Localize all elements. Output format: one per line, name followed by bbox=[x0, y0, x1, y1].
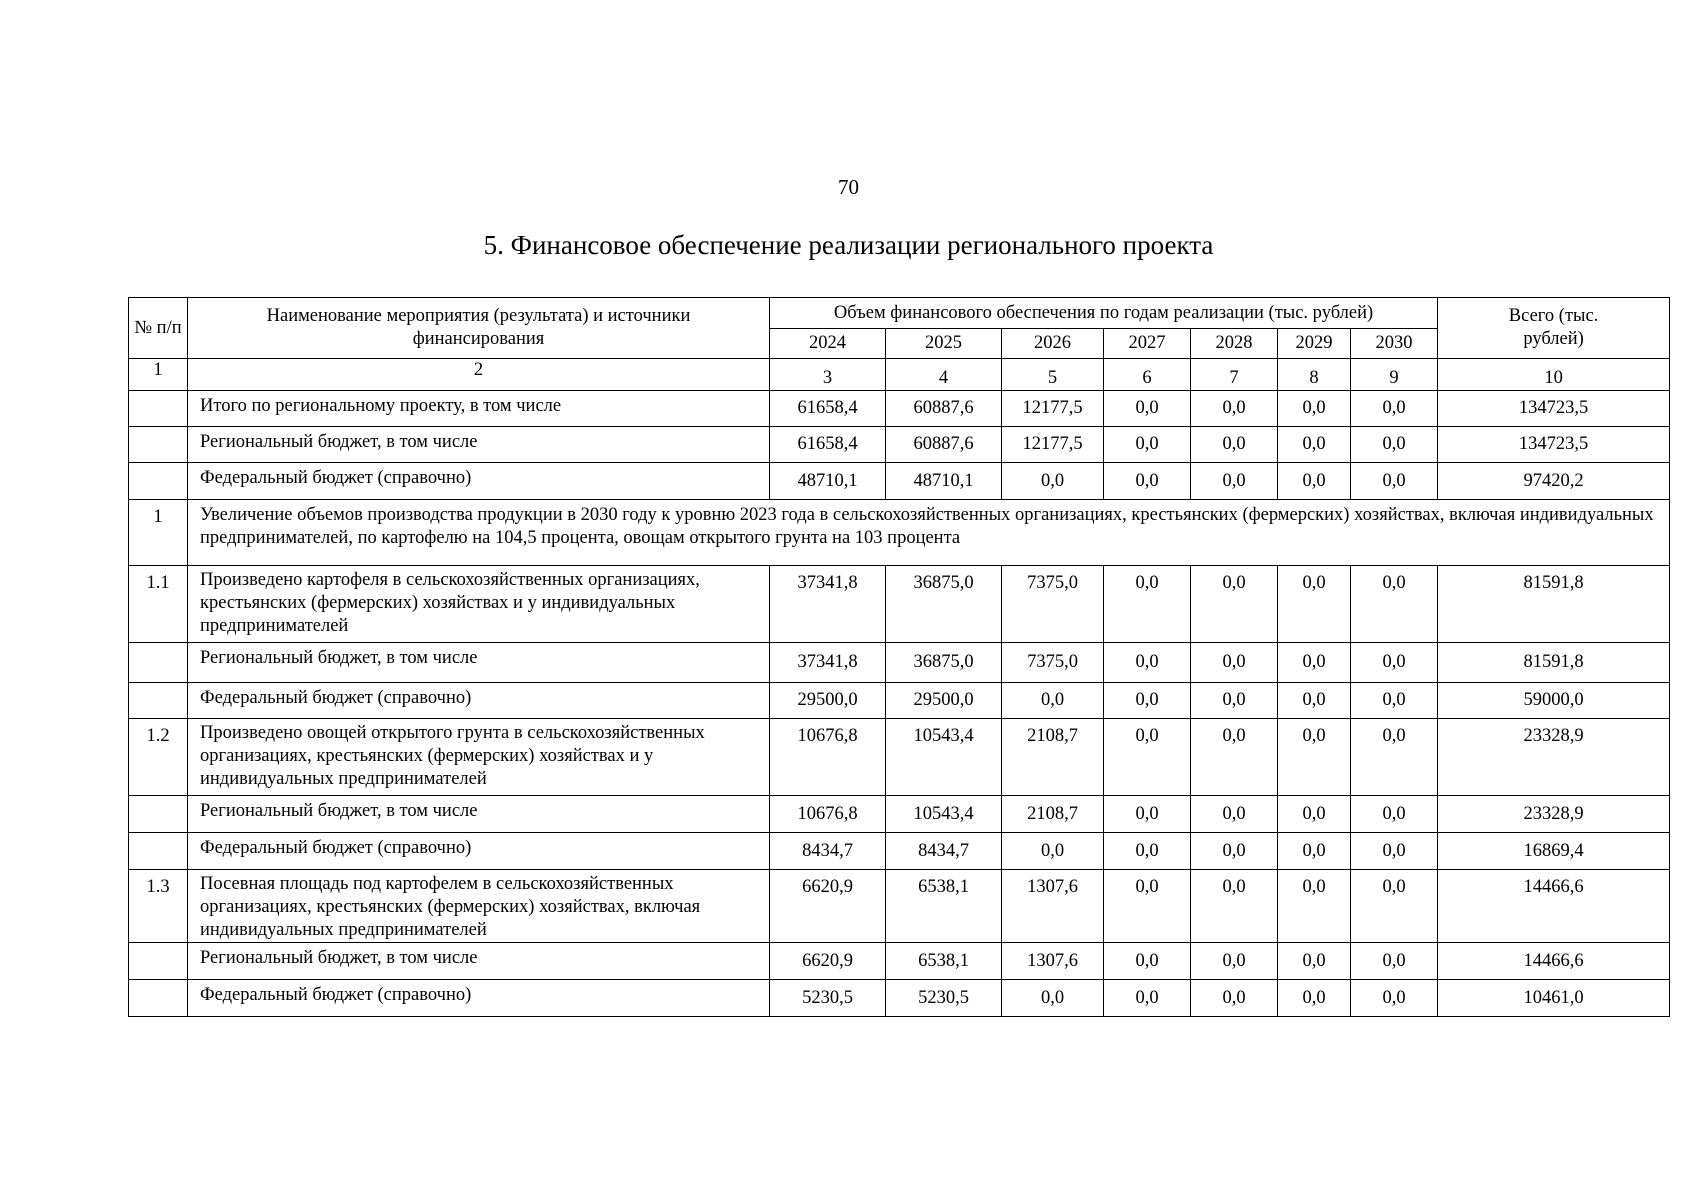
value-cell: 7375,0 bbox=[1002, 566, 1104, 643]
column-number: 9 bbox=[1351, 359, 1438, 391]
header-num: № п/п bbox=[129, 298, 188, 359]
value-cell: 5230,5 bbox=[886, 980, 1002, 1017]
total-cell: 14466,6 bbox=[1438, 943, 1670, 980]
value-cell: 0,0 bbox=[1278, 566, 1351, 643]
value-cell: 36875,0 bbox=[886, 566, 1002, 643]
value-cell: 0,0 bbox=[1351, 427, 1438, 463]
row-number: 1.1 bbox=[129, 566, 188, 643]
value-cell: 36875,0 bbox=[886, 643, 1002, 683]
value-cell: 0,0 bbox=[1104, 566, 1191, 643]
value-cell: 1307,6 bbox=[1002, 870, 1104, 943]
row-name: Произведено овощей открытого грунта в сельскохозяйственных организациях, крестьянских (фермерских) хозяйствах и у индивидуальных предпринимателей bbox=[188, 719, 770, 796]
row-number bbox=[129, 980, 188, 1017]
value-cell: 2108,7 bbox=[1002, 796, 1104, 833]
total-cell: 134723,5 bbox=[1438, 391, 1670, 427]
value-cell: 0,0 bbox=[1104, 643, 1191, 683]
value-cell: 0,0 bbox=[1351, 463, 1438, 500]
value-cell: 6620,9 bbox=[770, 943, 886, 980]
row-name: Федеральный бюджет (справочно) bbox=[188, 980, 770, 1017]
total-cell: 23328,9 bbox=[1438, 796, 1670, 833]
row-number bbox=[129, 833, 188, 870]
row-name: Региональный бюджет, в том числе bbox=[188, 796, 770, 833]
header-year: 2025 bbox=[886, 329, 1002, 359]
row-number bbox=[129, 796, 188, 833]
value-cell: 0,0 bbox=[1104, 833, 1191, 870]
value-cell: 1307,6 bbox=[1002, 943, 1104, 980]
value-cell: 0,0 bbox=[1278, 796, 1351, 833]
row-name: Произведено картофеля в сельскохозяйственных организациях, крестьянских (фермерских) хозяйствах и у индивидуальных предпринимателей bbox=[188, 566, 770, 643]
value-cell: 60887,6 bbox=[886, 391, 1002, 427]
value-cell: 10676,8 bbox=[770, 719, 886, 796]
value-cell: 0,0 bbox=[1191, 643, 1278, 683]
value-cell: 0,0 bbox=[1191, 943, 1278, 980]
value-cell: 48710,1 bbox=[886, 463, 1002, 500]
value-cell: 0,0 bbox=[1278, 833, 1351, 870]
value-cell: 0,0 bbox=[1104, 980, 1191, 1017]
value-cell: 0,0 bbox=[1191, 566, 1278, 643]
value-cell: 0,0 bbox=[1104, 796, 1191, 833]
header-total: Всего (тыс. рублей) bbox=[1438, 298, 1670, 359]
row-number bbox=[129, 683, 188, 719]
value-cell: 48710,1 bbox=[770, 463, 886, 500]
column-number: 6 bbox=[1104, 359, 1191, 391]
value-cell: 0,0 bbox=[1191, 719, 1278, 796]
value-cell: 60887,6 bbox=[886, 427, 1002, 463]
page-title: 5. Финансовое обеспечение реализации регионального проекта bbox=[483, 230, 1214, 260]
row-name: Региональный бюджет, в том числе bbox=[188, 427, 770, 463]
column-number: 5 bbox=[1002, 359, 1104, 391]
value-cell: 0,0 bbox=[1278, 980, 1351, 1017]
value-cell: 7375,0 bbox=[1002, 643, 1104, 683]
value-cell: 29500,0 bbox=[886, 683, 1002, 719]
value-cell: 61658,4 bbox=[770, 427, 886, 463]
value-cell: 37341,8 bbox=[770, 643, 886, 683]
total-cell: 81591,8 bbox=[1438, 566, 1670, 643]
header-year: 2029 bbox=[1278, 329, 1351, 359]
value-cell: 0,0 bbox=[1104, 683, 1191, 719]
value-cell: 0,0 bbox=[1191, 463, 1278, 500]
total-cell: 81591,8 bbox=[1438, 643, 1670, 683]
table-row bbox=[129, 719, 1670, 796]
financing-table bbox=[128, 297, 1670, 1017]
value-cell: 0,0 bbox=[1191, 427, 1278, 463]
value-cell: 0,0 bbox=[1002, 833, 1104, 870]
column-number: 7 bbox=[1191, 359, 1278, 391]
value-cell: 0,0 bbox=[1278, 463, 1351, 500]
table-row bbox=[129, 943, 1670, 980]
value-cell: 0,0 bbox=[1351, 870, 1438, 943]
row-name: Посевная площадь под картофелем в сельскохозяйственных организациях, крестьянских (фермерских) хозяйствах, включая индивидуальных предпринимателей bbox=[188, 870, 770, 943]
row-name: Региональный бюджет, в том числе bbox=[188, 643, 770, 683]
total-cell: 134723,5 bbox=[1438, 427, 1670, 463]
value-cell: 6538,1 bbox=[886, 870, 1002, 943]
value-cell: 0,0 bbox=[1278, 870, 1351, 943]
value-cell: 10676,8 bbox=[770, 796, 886, 833]
section-title: Увеличение объемов производства продукции в 2030 году к уровню 2023 года в сельскохозяйственных организациях, крестьянских (фермерских) хозяйствах, включая индивидуальных предпринимателей, по картофелю на 104,5 процента, овощам открытого грунта на 103 процента bbox=[188, 500, 1670, 566]
table-row bbox=[129, 391, 1670, 427]
value-cell: 0,0 bbox=[1191, 870, 1278, 943]
value-cell: 12177,5 bbox=[1002, 427, 1104, 463]
value-cell: 0,0 bbox=[1191, 683, 1278, 719]
value-cell: 0,0 bbox=[1002, 980, 1104, 1017]
row-name: Региональный бюджет, в том числе bbox=[188, 943, 770, 980]
value-cell: 0,0 bbox=[1191, 980, 1278, 1017]
row-number bbox=[129, 427, 188, 463]
page-number: 70 bbox=[838, 175, 859, 199]
value-cell: 0,0 bbox=[1278, 943, 1351, 980]
column-number: 10 bbox=[1438, 359, 1670, 391]
value-cell: 0,0 bbox=[1278, 427, 1351, 463]
column-number: 3 bbox=[770, 359, 886, 391]
row-number: 1.2 bbox=[129, 719, 188, 796]
table-row bbox=[129, 427, 1670, 463]
row-number: 1.3 bbox=[129, 870, 188, 943]
value-cell: 0,0 bbox=[1351, 391, 1438, 427]
header-year: 2030 bbox=[1351, 329, 1438, 359]
table-row bbox=[129, 643, 1670, 683]
value-cell: 0,0 bbox=[1351, 943, 1438, 980]
value-cell: 0,0 bbox=[1104, 719, 1191, 796]
table-row bbox=[129, 796, 1670, 833]
row-name: Федеральный бюджет (справочно) bbox=[188, 683, 770, 719]
value-cell: 0,0 bbox=[1191, 833, 1278, 870]
value-cell: 0,0 bbox=[1351, 683, 1438, 719]
total-cell: 97420,2 bbox=[1438, 463, 1670, 500]
header-volume: Объем финансового обеспечения по годам реализации (тыс. рублей) bbox=[770, 298, 1438, 329]
section-row bbox=[129, 500, 1670, 566]
value-cell: 6538,1 bbox=[886, 943, 1002, 980]
value-cell: 2108,7 bbox=[1002, 719, 1104, 796]
value-cell: 10543,4 bbox=[886, 719, 1002, 796]
header-year: 2024 bbox=[770, 329, 886, 359]
total-cell: 16869,4 bbox=[1438, 833, 1670, 870]
value-cell: 0,0 bbox=[1351, 796, 1438, 833]
value-cell: 0,0 bbox=[1351, 719, 1438, 796]
value-cell: 0,0 bbox=[1104, 463, 1191, 500]
value-cell: 0,0 bbox=[1351, 833, 1438, 870]
value-cell: 0,0 bbox=[1351, 980, 1438, 1017]
value-cell: 29500,0 bbox=[770, 683, 886, 719]
total-cell: 23328,9 bbox=[1438, 719, 1670, 796]
column-number: 8 bbox=[1278, 359, 1351, 391]
table-body bbox=[129, 391, 1670, 1017]
header-year: 2028 bbox=[1191, 329, 1278, 359]
value-cell: 0,0 bbox=[1191, 796, 1278, 833]
table-row bbox=[129, 870, 1670, 943]
value-cell: 0,0 bbox=[1104, 391, 1191, 427]
header-name: Наименование мероприятия (результата) и источники финансирования bbox=[188, 298, 770, 359]
value-cell: 6620,9 bbox=[770, 870, 886, 943]
column-number: 4 bbox=[886, 359, 1002, 391]
table-row bbox=[129, 566, 1670, 643]
table-row bbox=[129, 833, 1670, 870]
table-row bbox=[129, 980, 1670, 1017]
value-cell: 0,0 bbox=[1002, 683, 1104, 719]
row-number bbox=[129, 643, 188, 683]
value-cell: 0,0 bbox=[1278, 391, 1351, 427]
value-cell: 8434,7 bbox=[886, 833, 1002, 870]
value-cell: 0,0 bbox=[1278, 719, 1351, 796]
column-number: 1 bbox=[129, 359, 188, 391]
row-name: Итого по региональному проекту, в том числе bbox=[188, 391, 770, 427]
value-cell: 5230,5 bbox=[770, 980, 886, 1017]
column-number-row bbox=[129, 359, 1670, 391]
header-year: 2027 bbox=[1104, 329, 1191, 359]
table-row bbox=[129, 463, 1670, 500]
value-cell: 0,0 bbox=[1351, 643, 1438, 683]
value-cell: 0,0 bbox=[1104, 427, 1191, 463]
value-cell: 10543,4 bbox=[886, 796, 1002, 833]
value-cell: 61658,4 bbox=[770, 391, 886, 427]
column-number: 2 bbox=[188, 359, 770, 391]
value-cell: 8434,7 bbox=[770, 833, 886, 870]
value-cell: 0,0 bbox=[1278, 643, 1351, 683]
header-year: 2026 bbox=[1002, 329, 1104, 359]
value-cell: 0,0 bbox=[1104, 870, 1191, 943]
row-number bbox=[129, 391, 188, 427]
row-number bbox=[129, 943, 188, 980]
row-name: Федеральный бюджет (справочно) bbox=[188, 463, 770, 500]
table-row bbox=[129, 683, 1670, 719]
row-number bbox=[129, 463, 188, 500]
value-cell: 0,0 bbox=[1002, 463, 1104, 500]
value-cell: 37341,8 bbox=[770, 566, 886, 643]
total-cell: 59000,0 bbox=[1438, 683, 1670, 719]
total-cell: 14466,6 bbox=[1438, 870, 1670, 943]
row-number: 1 bbox=[129, 500, 188, 566]
value-cell: 0,0 bbox=[1351, 566, 1438, 643]
value-cell: 0,0 bbox=[1191, 391, 1278, 427]
row-name: Федеральный бюджет (справочно) bbox=[188, 833, 770, 870]
value-cell: 0,0 bbox=[1278, 683, 1351, 719]
total-cell: 10461,0 bbox=[1438, 980, 1670, 1017]
value-cell: 0,0 bbox=[1104, 943, 1191, 980]
value-cell: 12177,5 bbox=[1002, 391, 1104, 427]
